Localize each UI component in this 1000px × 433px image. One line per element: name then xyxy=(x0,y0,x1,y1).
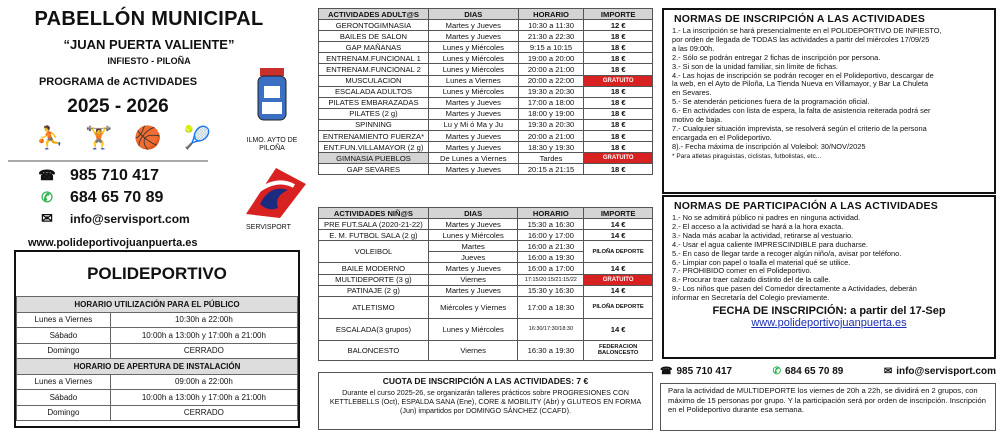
rule-line: encargada en el Polideportivo. xyxy=(672,132,772,142)
table-row: PATINAJE (2 g) Martes y Jueves 15:30 y 16:30 14 € xyxy=(319,285,653,296)
rule-line: 6.- En actividades con lista de espera, la falta de asistencia reiterada podrá ser xyxy=(672,106,931,116)
horario-header: HORARIO UTILIZACIÓN PARA EL PÚBLICO xyxy=(17,297,298,313)
table-row: GAP MAÑANAS Lunes y Miércoles 9:15 a 10:15 18 € xyxy=(319,42,653,53)
table-row: BALONCESTO Viernes 16:30 a 19:30 FEDERACION BALONCESTO xyxy=(319,340,653,360)
table-row: PILATES (2 g) Martes y Jueves 18:00 y 19:00 18 € xyxy=(319,108,653,119)
table-row: Lunes a Viernes 10:30h a 22:00h xyxy=(17,312,298,328)
rule-line: por orden de llegada de TODAS las actividades a partir del miércoles 17/09/25 xyxy=(672,34,930,44)
rule-line: 7.- Cualquier situación imprevista, se resolverá según el criterio de la persona xyxy=(672,123,927,133)
rule-line: motivo de baja. xyxy=(672,115,723,125)
contact-row xyxy=(660,362,996,380)
ayto-label: ILMO. AYTO DE PILOÑA xyxy=(246,137,298,152)
table-row: ENTRENAM.FUNCIONAL 2 Lunes y Miércoles 20:00 a 21:00 18 € xyxy=(319,64,653,75)
weightlifting-icon: 🏋 xyxy=(85,125,113,150)
table-row: ENTRENAMIENTO FUERZA* Martes y Jueves 20:00 a 21:00 18 € xyxy=(319,131,653,142)
table-row: Lunes a Viernes 09:00h a 22:00h xyxy=(17,374,298,390)
table-row: BAILE MODERNO Martes y Jueves 16:00 a 17:00 14 € xyxy=(319,263,653,274)
rule-line: 1.- No se admitirá público ni padres en ninguna actividad. xyxy=(672,213,861,222)
email-contact[interactable]: ✉ info@servisport.com xyxy=(883,365,996,377)
fee-title: CUOTA DE INSCRIPCIÓN A LAS ACTIVIDADES: 7 € xyxy=(382,376,589,386)
table-row: ESCALADA(3 grupos) Lunes y Miércoles 16:30/17:30/18:30 14 € xyxy=(319,318,653,340)
table-row: Sábado 10:00h a 13:00h y 17:00h a 21:00h xyxy=(17,390,298,406)
rule-line: la web, en el Ayto de Piloña, La Tienda Nueva en Villamayor, y Bar La Chuleta xyxy=(672,79,929,89)
rule-line: 8).- Fecha máxima de inscripción al Voleibol: 30/NOV/2025 xyxy=(672,141,866,151)
table-row: ESCALADA ADULTOS Lunes y Miércoles 19:30 a 20:30 18 € xyxy=(319,86,653,97)
rule-line: 7.- PROHIBIDO comer en el Polideportivo. xyxy=(672,266,812,276)
registration-date: FECHA DE INSCRIPCIÓN: a partir del 17-Sep xyxy=(712,305,946,318)
apertura-header: HORARIO DE APERTURA DE INSTALACIÓN xyxy=(17,359,298,375)
tennis-icon: 🎾 xyxy=(183,125,211,150)
registration-rules-title: NORMAS DE INSCRIPCIÓN A LAS ACTIVIDADES xyxy=(674,13,926,25)
whatsapp-contact[interactable] xyxy=(38,189,163,207)
rule-line: 5.- Se atenderán peticiones fuera de la programación oficial. xyxy=(672,97,870,107)
multideporte-note: Para la actividad de MULTIDEPORTE los viernes de 20h a 22h, se dividirá en 2 grupos, con máximo de 15 personas por grupo. Y la participación será por orden de inscripción. Inscripción en el Polideportivo durante esa semana. xyxy=(660,383,996,431)
table-row: Sábado 10:00h a 13:00h y 17:00h a 21:00h xyxy=(17,328,298,344)
column-header: DIAS xyxy=(428,9,518,20)
whatsapp-icon: ✆ xyxy=(41,189,53,205)
rule-line: en Sevares. xyxy=(672,88,712,98)
table-row: VOLEIBOL Martes 16:00 a 21:30 PILOÑA DEPORTE xyxy=(319,241,653,252)
table-row: Jueves 16:00 a 19:30 xyxy=(319,252,653,263)
phone-number: 985 710 417 xyxy=(70,167,159,184)
page-title: PABELLÓN MUNICIPAL xyxy=(34,8,264,30)
location: INFIESTO - PILOÑA xyxy=(107,56,191,66)
workshops-text: Durante el curso 2025-26, se organizarán talleres prácticos sobre PROGRESIONES CON KETTLEBELLS (Oct), ESPALDA SANA (Ene), CORE & MOBILITY (Abr) y GLUTEOS EN FORMA (Jun) impartidos por DOMINGO SÁNCHEZ (CCAFD). xyxy=(329,388,642,415)
table-row: BAILES DE SALON Martes y Jueves 21:30 a 22:30 18 € xyxy=(319,31,653,42)
rule-line: 6.- Limpiar con papel o toalla el material qué se utilice. xyxy=(672,257,851,267)
table-row: GIMNASIA PUEBLOS De Lunes a Viernes Tardes GRATUITO xyxy=(319,153,653,164)
phone-icon: ☎ xyxy=(660,365,673,377)
servisport-label: SERVISPORT xyxy=(246,224,291,231)
participation-rules-title: NORMAS DE PARTICIPACIÓN A LAS ACTIVIDADES xyxy=(674,200,938,212)
column-header: HORARIO xyxy=(518,208,584,219)
table-row: MUSCULACION Lunes a Viernes 20:00 a 22:00 GRATUITO xyxy=(319,75,653,86)
table-row: GERONTOGIMNASIA Martes y Jueves 10:30 a 11:30 12 € xyxy=(319,20,653,31)
rule-line: informar en Secretaría del Colegio previamente. xyxy=(672,293,830,303)
rule-line: 9.- Los niños que pasen del Comedor directamente a Actividades, deberán xyxy=(672,284,917,294)
table-row: E. M. FUTBOL SALA (2 g) Lunes y Miércoles 16:00 y 17:00 14 € xyxy=(319,230,653,241)
adult-activities-table xyxy=(318,8,653,175)
email-contact[interactable] xyxy=(38,210,190,227)
rule-line: 4.- Usar el agua caliente IMPRESCINDIBLE para ducharse. xyxy=(672,239,868,249)
polideportivo-title: POLIDEPORTIVO xyxy=(87,264,227,283)
registration-rules-box xyxy=(662,8,996,194)
mail-icon: ✉ xyxy=(41,210,53,226)
rule-line: 5.- En caso de llegar tarde a recoger algún niño/a, avisar por teléfono. xyxy=(672,248,902,258)
servisport-logo xyxy=(240,164,308,220)
table-row: PILATES EMBARAZADAS Martes y Jueves 17:00 a 18:00 18 € xyxy=(319,97,653,108)
whatsapp-number: 684 65 70 89 xyxy=(70,189,164,206)
participation-rules-box xyxy=(662,195,996,359)
column-header: ACTIVIDADES NIÑ@S xyxy=(319,208,429,219)
table-row: PRE FUT.SALA (2020-21-22) Martes y Jueves 15:30 a 16:30 14 € xyxy=(319,219,653,230)
table-row: MULTIDEPORTE (3 g) Viernes 17:15/20:15/21:15/22 GRATUITO xyxy=(319,274,653,285)
website-link[interactable]: www.polideportivojuanpuerta.es xyxy=(751,317,907,330)
rule-line: 4.- Las hojas de inscripción se podrán recoger en el Polideportivo, descargar de xyxy=(672,70,934,80)
divider xyxy=(8,160,208,162)
table-row: SPINNING Lu y Mi ó Ma y Ju 19:30 a 20:30 18 € xyxy=(319,119,653,130)
table-header-row xyxy=(319,208,653,219)
table-row: GAP SEVARES Martes y Jueves 20:15 a 21:15 18 € xyxy=(319,164,653,175)
table-row: ATLETISMO Miércoles y Viernes 17:00 a 18:30 PILOÑA DEPORTE xyxy=(319,296,653,318)
rule-line: 8.- Procurar traer calzado distinto del de la calle. xyxy=(672,275,831,285)
website-link[interactable]: www.polideportivojuanpuerta.es xyxy=(28,237,198,249)
whatsapp-icon: ✆ xyxy=(772,365,781,377)
registration-rules-list xyxy=(664,27,994,152)
fee-box xyxy=(318,372,653,430)
rule-line: 1.- La inscripción se hará presencialmente en el POLIDEPORTIVO DE INFIESTO, xyxy=(672,26,942,35)
rule-line: 2.- El acceso a la actividad se hará a la hora exacta. xyxy=(672,221,844,231)
rule-line: 3.- Si son de la unidad familiar, sin límite de fichas. xyxy=(672,61,838,71)
children-activities-table xyxy=(318,207,653,361)
table-row: ENT.FUN.VILLAMAYOR (2 g) Martes y Jueves 18:30 y 19:30 18 € xyxy=(319,142,653,153)
column-header: DIAS xyxy=(428,208,518,219)
venue-name: “JUAN PUERTA VALIENTE” xyxy=(63,37,235,52)
column-header: IMPORTE xyxy=(584,208,653,219)
table-row: Domingo CERRADO xyxy=(17,343,298,359)
sports-icons xyxy=(36,124,211,154)
table-row: Domingo CERRADO xyxy=(17,405,298,421)
phone-contact[interactable]: ☎ 985 710 417 xyxy=(660,365,733,377)
basketball-icon: 🏀 xyxy=(134,125,162,150)
column-header: ACTIVIDADES ADULT@S xyxy=(319,9,429,20)
column-header: HORARIO xyxy=(518,9,584,20)
program-title: PROGRAMA de ACTIVIDADES xyxy=(38,76,198,88)
rule-line: 2.- Sólo se podrán entregar 2 fichas de inscripción por persona. xyxy=(672,52,881,62)
table-header-row xyxy=(319,9,653,20)
football-icon: ⛹ xyxy=(36,125,64,150)
ayuntamiento-crest-logo xyxy=(252,66,292,134)
rules-footnote: * Para atletas piraguistas, ciclistas, futbolistas, etc... xyxy=(672,152,822,160)
phone-icon: ☎ xyxy=(38,167,56,183)
whatsapp-contact[interactable]: ✆ 684 65 70 89 xyxy=(772,365,844,377)
mail-icon: ✉ xyxy=(883,365,893,377)
email-address: info@servisport.com xyxy=(70,212,190,226)
polideportivo-box xyxy=(14,250,300,428)
season: 2025 - 2026 xyxy=(67,96,169,117)
polideportivo-hours-table xyxy=(16,296,298,421)
rule-line: a las 09:00h. xyxy=(672,43,715,53)
table-row: ENTRENAM.FUNCIONAL 1 Lunes y Miércoles 19:00 a 20:00 18 € xyxy=(319,53,653,64)
participation-rules-list xyxy=(664,214,994,303)
phone-contact[interactable] xyxy=(38,167,159,185)
column-header: IMPORTE xyxy=(584,9,653,20)
rule-line: 3.- Nada más acabar la actividad, retirarse al vestuario. xyxy=(672,230,854,240)
